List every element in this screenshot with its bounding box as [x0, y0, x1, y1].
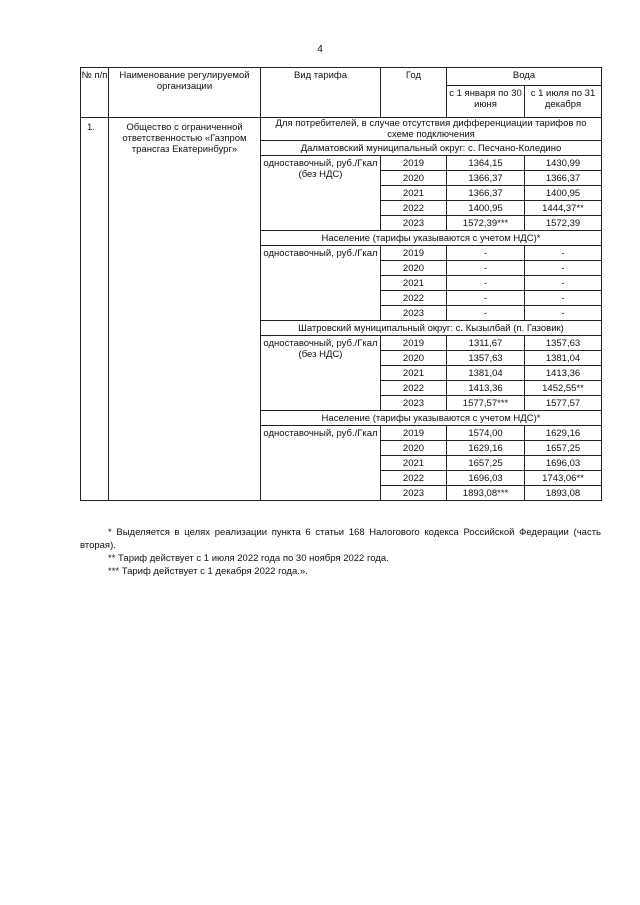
year-cell: 2022	[381, 291, 447, 306]
year-cell: 2022	[381, 471, 447, 486]
page-number: 4	[317, 44, 323, 55]
tariff-type-cell: одноставочный, руб./Гкал	[261, 246, 381, 321]
value-period-2-cell: 1366,37	[525, 171, 602, 186]
district-row: Далматовский муниципальный округ: с. Песчано-Коледино	[261, 141, 602, 156]
value-period-1-cell: 1577,57***	[447, 396, 525, 411]
year-cell: 2022	[381, 381, 447, 396]
year-cell: 2021	[381, 186, 447, 201]
footnote-2: ** Тариф действует с 1 июля 2022 года по 30 ноября 2022 года.	[108, 553, 389, 564]
value-period-1-cell: -	[447, 246, 525, 261]
value-period-2-cell: -	[525, 276, 602, 291]
year-cell: 2021	[381, 276, 447, 291]
value-period-1-cell: -	[447, 306, 525, 321]
year-cell: 2020	[381, 351, 447, 366]
tariff-table	[80, 67, 602, 501]
value-period-2-cell: 1381,04	[525, 351, 602, 366]
value-period-1-cell: -	[447, 261, 525, 276]
value-period-1-cell: 1413,36	[447, 381, 525, 396]
header-org: Наименование регулируемой организации	[109, 68, 261, 118]
population-banner: Население (тарифы указываются с учетом НДС)*	[261, 231, 602, 246]
footnote-3: *** Тариф действует с 1 декабря 2022 года.».	[108, 566, 308, 577]
year-cell: 2019	[381, 156, 447, 171]
value-period-1-cell: 1366,37	[447, 186, 525, 201]
value-period-2-cell: 1444,37**	[525, 201, 602, 216]
year-cell: 2020	[381, 441, 447, 456]
year-cell: 2019	[381, 426, 447, 441]
row-number-cell: 1.	[81, 118, 109, 501]
value-period-1-cell: -	[447, 291, 525, 306]
value-period-1-cell: 1657,25	[447, 456, 525, 471]
value-period-2-cell: 1357,63	[525, 336, 602, 351]
value-period-1-cell: 1311,67	[447, 336, 525, 351]
organization-name-cell: Общество с ограниченной ответственностью «Газпром трансгаз Екатеринбург»	[109, 118, 261, 501]
year-cell: 2019	[381, 246, 447, 261]
value-period-2-cell: 1893,08	[525, 486, 602, 501]
year-cell: 2020	[381, 261, 447, 276]
value-period-1-cell: 1893,08***	[447, 486, 525, 501]
value-period-1-cell: 1381,04	[447, 366, 525, 381]
value-period-2-cell: 1629,16	[525, 426, 602, 441]
value-period-1-cell: -	[447, 276, 525, 291]
value-period-2-cell: 1400,95	[525, 186, 602, 201]
header-water: Вода	[447, 68, 602, 86]
value-period-2-cell: -	[525, 261, 602, 276]
year-cell: 2021	[381, 456, 447, 471]
header-tariff-type: Вид тарифа	[261, 68, 381, 118]
value-period-1-cell: 1400,95	[447, 201, 525, 216]
year-cell: 2023	[381, 216, 447, 231]
year-cell: 2023	[381, 486, 447, 501]
value-period-2-cell: 1413,36	[525, 366, 602, 381]
value-period-1-cell: 1366,37	[447, 171, 525, 186]
header-period-2: с 1 июля по 31 декабря	[525, 86, 602, 118]
value-period-1-cell: 1572,39***	[447, 216, 525, 231]
value-period-2-cell: 1430,99	[525, 156, 602, 171]
value-period-1-cell: 1357,63	[447, 351, 525, 366]
header-year: Год	[381, 68, 447, 118]
year-cell: 2019	[381, 336, 447, 351]
value-period-1-cell: 1629,16	[447, 441, 525, 456]
value-period-1-cell: 1574,00	[447, 426, 525, 441]
year-cell: 2020	[381, 171, 447, 186]
value-period-2-cell: -	[525, 306, 602, 321]
district-row: Шатровский муниципальный округ: с. Кызылбай (п. Газовик)	[261, 321, 602, 336]
table-row	[81, 118, 602, 141]
value-period-1-cell: 1364,15	[447, 156, 525, 171]
tariff-type-cell: одноставочный, руб./Гкал	[261, 426, 381, 501]
tariff-type-cell: одноставочный, руб./Гкал (без НДС)	[261, 156, 381, 231]
year-cell: 2023	[381, 306, 447, 321]
year-cell: 2021	[381, 366, 447, 381]
footnote-1: * Выделяется в целях реализации пункта 6 статьи 168 Налогового кодекса Российской Федерации (часть вторая).	[80, 527, 601, 551]
value-period-2-cell: 1572,39	[525, 216, 602, 231]
value-period-2-cell: -	[525, 246, 602, 261]
value-period-2-cell: 1577,57	[525, 396, 602, 411]
value-period-2-cell: 1743,06**	[525, 471, 602, 486]
population-banner: Население (тарифы указываются с учетом НДС)*	[261, 411, 602, 426]
header-period-1: с 1 января по 30 июня	[447, 86, 525, 118]
consumers-banner: Для потребителей, в случае отсутствия дифференциации тарифов по схеме подключения	[261, 118, 602, 141]
value-period-1-cell: 1696,03	[447, 471, 525, 486]
footnotes	[80, 526, 601, 578]
value-period-2-cell: 1696,03	[525, 456, 602, 471]
value-period-2-cell: -	[525, 291, 602, 306]
header-num: № п/п	[81, 68, 109, 118]
value-period-2-cell: 1657,25	[525, 441, 602, 456]
tariff-type-cell: одноставочный, руб./Гкал (без НДС)	[261, 336, 381, 411]
year-cell: 2023	[381, 396, 447, 411]
year-cell: 2022	[381, 201, 447, 216]
value-period-2-cell: 1452,55**	[525, 381, 602, 396]
